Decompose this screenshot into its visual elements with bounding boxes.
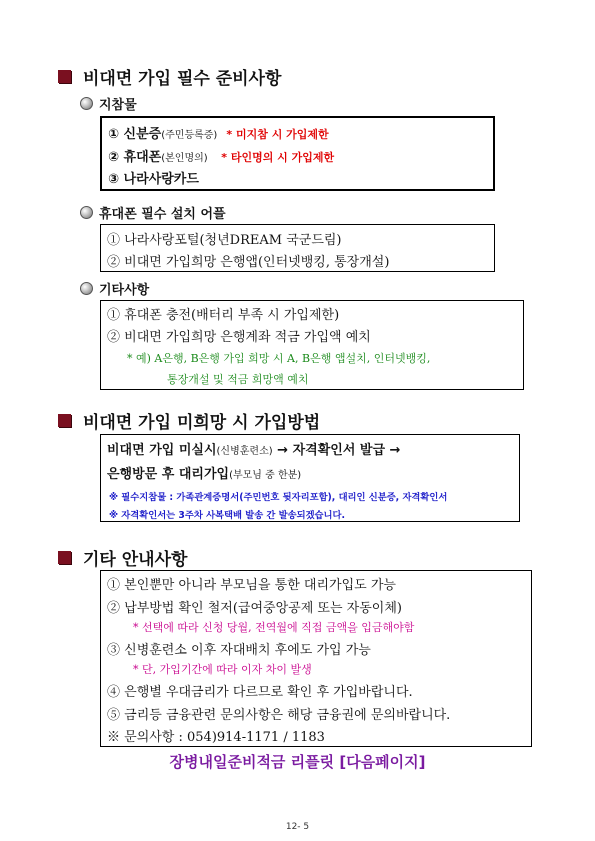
- section-heading-required-items: 비대면 가입 필수 준비사항: [58, 64, 281, 89]
- list-item: ② 휴대폰(본인명의) * 타인명의 시 가입제한: [108, 150, 335, 165]
- circle-bullet-icon: [80, 282, 93, 295]
- list-note: * 선택에 따라 신청 당월, 전역월에 직접 금액을 입금해야함: [133, 621, 415, 634]
- belongings-box: [100, 116, 495, 191]
- list-item: ⑤ 금리등 금융관련 문의사항은 해당 금융권에 문의바랍니다.: [107, 708, 451, 723]
- example-note: 통장개설 및 적금 희망액 예치: [167, 373, 309, 386]
- list-item: ① 나라사랑포털(청년DREAM 국군드림): [107, 233, 342, 248]
- list-item: ① 신분증(주민등록증) * 미지참 시 가입제한: [108, 127, 329, 142]
- process-line: 은행방문 후 대리가입(부모님 중 한분): [107, 467, 302, 482]
- subheading-belongings: 지참물: [80, 94, 137, 113]
- circle-bullet-icon: [80, 97, 93, 110]
- section-heading-non-online: 비대면 가입 미희망 시 가입방법: [58, 408, 320, 433]
- list-item: ② 비대면 가입희망 은행앱(인터넷뱅킹, 통장개설): [107, 255, 390, 270]
- example-note: * 예) A은행, B은행 가입 희망 시 A, B은행 앱설치, 인터넷뱅킹,: [127, 352, 431, 365]
- process-line: 비대면 가입 미실시(신병훈련소) → 자격확인서 발급 →: [107, 443, 401, 458]
- square-bullet-icon: [58, 551, 71, 564]
- square-bullet-icon: [58, 414, 71, 427]
- list-item: ③ 신병훈련소 이후 자대배치 후에도 가입 가능: [107, 643, 371, 658]
- non-online-box: [100, 434, 520, 522]
- subheading-required-apps: 휴대폰 필수 설치 어플: [80, 203, 226, 222]
- list-item: ② 납부방법 확인 철저(급여중앙공제 또는 자동이체): [107, 601, 402, 616]
- next-page-link: 장병내일준비적금 리플릿 [다음페이지]: [169, 753, 426, 771]
- list-item: ③ 나라사랑카드: [108, 172, 199, 187]
- list-item: ② 비대면 가입희망 은행계좌 적금 가입액 예치: [107, 330, 371, 345]
- list-item: ④ 은행별 우대금리가 다르므로 확인 후 가입바랍니다.: [107, 685, 413, 700]
- circle-bullet-icon: [80, 206, 93, 219]
- section-heading-other-info: 기타 안내사항: [58, 545, 187, 570]
- page-number: 12- 5: [285, 822, 310, 832]
- list-item: ① 본인뿐만 아니라 부모님을 통한 대리가입도 가능: [107, 578, 396, 593]
- square-bullet-icon: [58, 70, 71, 83]
- required-apps-box: [100, 224, 495, 272]
- list-note: * 단, 가입기간에 따라 이자 차이 발생: [133, 663, 312, 676]
- subheading-misc: 기타사항: [80, 279, 149, 298]
- required-docs-note: ※ 필수지참물 : 가족관계증명서(주민번호 뒷자리포함), 대리인 신분증, 자격확인서: [109, 492, 448, 503]
- contact-line: ※ 문의사항 : 054)914-1171 / 1183: [107, 730, 325, 745]
- other-info-box: [100, 570, 532, 747]
- list-item: ① 휴대폰 충전(배터리 부족 시 가입제한): [107, 308, 340, 323]
- certificate-note: ※ 자격확인서는 3주차 사복택배 발송 간 발송되겠습니다.: [109, 510, 346, 521]
- misc-box: [100, 300, 524, 390]
